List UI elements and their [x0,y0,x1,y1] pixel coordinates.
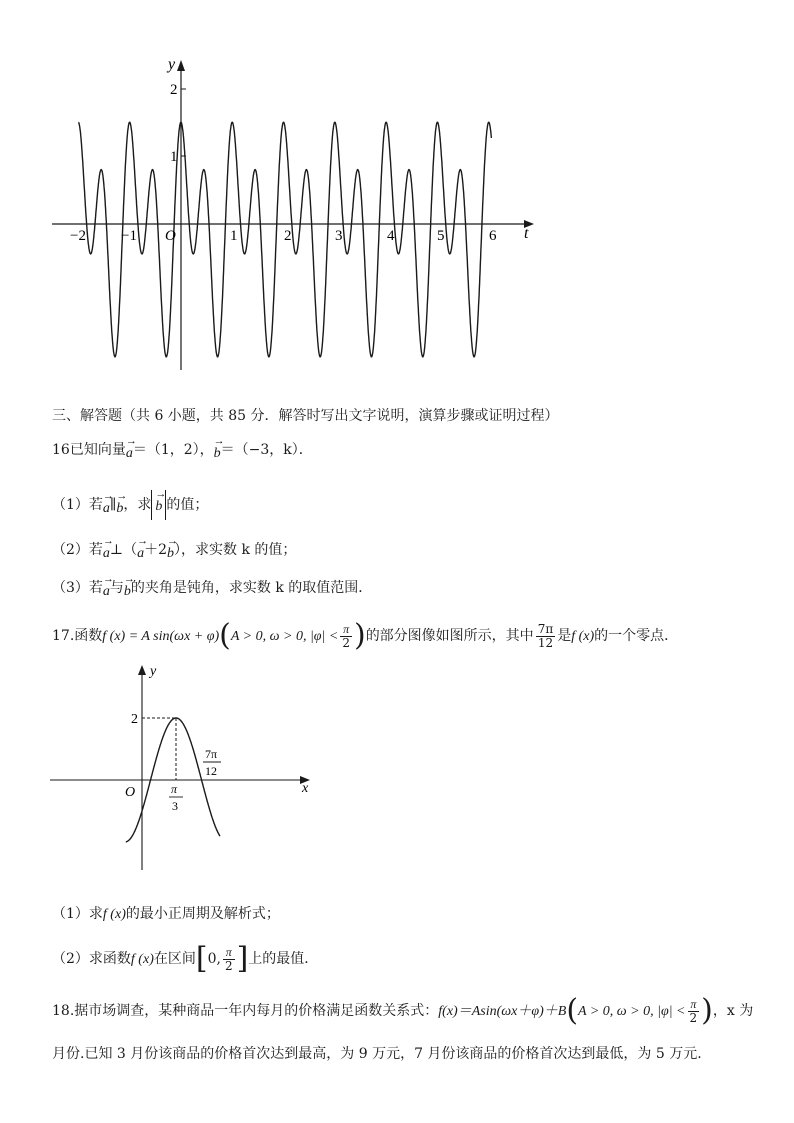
figure-1-x-tick-3: 3 [335,228,343,244]
tick-7pi-12-den: 12 [205,764,217,778]
y-axis-arrow [177,60,185,71]
figure-2-origin-label: O [125,785,136,800]
tick-7pi-12-num: 7π [205,747,218,761]
figure-1-graph [40,45,550,375]
figure-1-x-tick-1: 1 [230,228,238,244]
vector-a: → a [126,440,133,464]
q17-number: 17. [52,628,75,644]
q17-stem: 17.函数f (x) = A sin(ωx + φ)(A > 0, ω > 0, |φ| < $\frac{\pi}{2}$ )的部分图像如图所示，其中 $\frac{7\pi}{12}$ 是f (x)的一个零点． [52,618,679,653]
vector-b: → b [214,440,221,464]
section-3-heading: 三、解答题（共 6 小题，共 85 分．解答时写出文字说明，演算步骤或证明过程） [52,408,559,424]
figure-1-x-tick-5: 5 [437,228,445,244]
q16-part-2: （2）若→ a⊥（→ a＋2→ b），求实数 k 的值； [52,540,296,564]
figure-2-y-tick-2: 2 [131,712,138,727]
figure-1-y-tick-1: 1 [170,149,178,165]
figure-2-graph [45,660,325,875]
figure-1-x-tick-neg2: −2 [70,228,86,244]
q18-number: 18. [52,1003,75,1019]
figure-1-t-label: t [524,225,529,242]
figure-1-x-tick-4: 4 [387,228,395,244]
figure-1-x-tick-neg1: −1 [121,228,137,244]
q16-stem: 16已知向量→ a＝（1，2），→ b＝（−3，k）． [52,440,313,464]
q17-part-2: （2）求函数f (x)在区间[0, $\frac{\pi}{2}$ ]上的最值． [52,941,319,976]
figure-1-y-label: y [168,56,176,73]
q18-line-2: 月份.已知 3 月份该商品的价格首次达到最高，为 9 万元，7 月份该商品的价格首次达到最低，为 5 万元. [52,1046,702,1062]
figure-2-y-label: y [150,664,157,679]
q16-part-1: （1）若→ a∥→ b，求→ b 的值； [52,490,208,520]
q16-number: 16 [52,442,70,458]
figure-2-y-axis-arrow [138,665,146,675]
tick-pi-3-den: 3 [172,799,178,813]
tick-pi-3-num: π [171,782,178,796]
q17-part-1: （1）求f (x)的最小正周期及解析式； [52,906,280,922]
figure-1-x-tick-6: 6 [489,228,497,244]
figure-2-x-label: x [302,781,309,796]
figure-1-origin-label: O [165,228,176,244]
figure-1-y-tick-2: 2 [170,82,178,98]
q16-part-3: （3）若→ a与→ b的夹角是钝角，求实数 k 的取值范围． [52,578,372,602]
figure-1-x-tick-2: 2 [284,228,292,244]
q18-stem: 18.据市场调查，某种商品一年内每月的价格满足函数关系式：f(x)＝Asin(ωx＋φ)＋B(A > 0, ω > 0, |φ| < $\frac{\pi}{2}$ )，x 为 [52,993,754,1028]
